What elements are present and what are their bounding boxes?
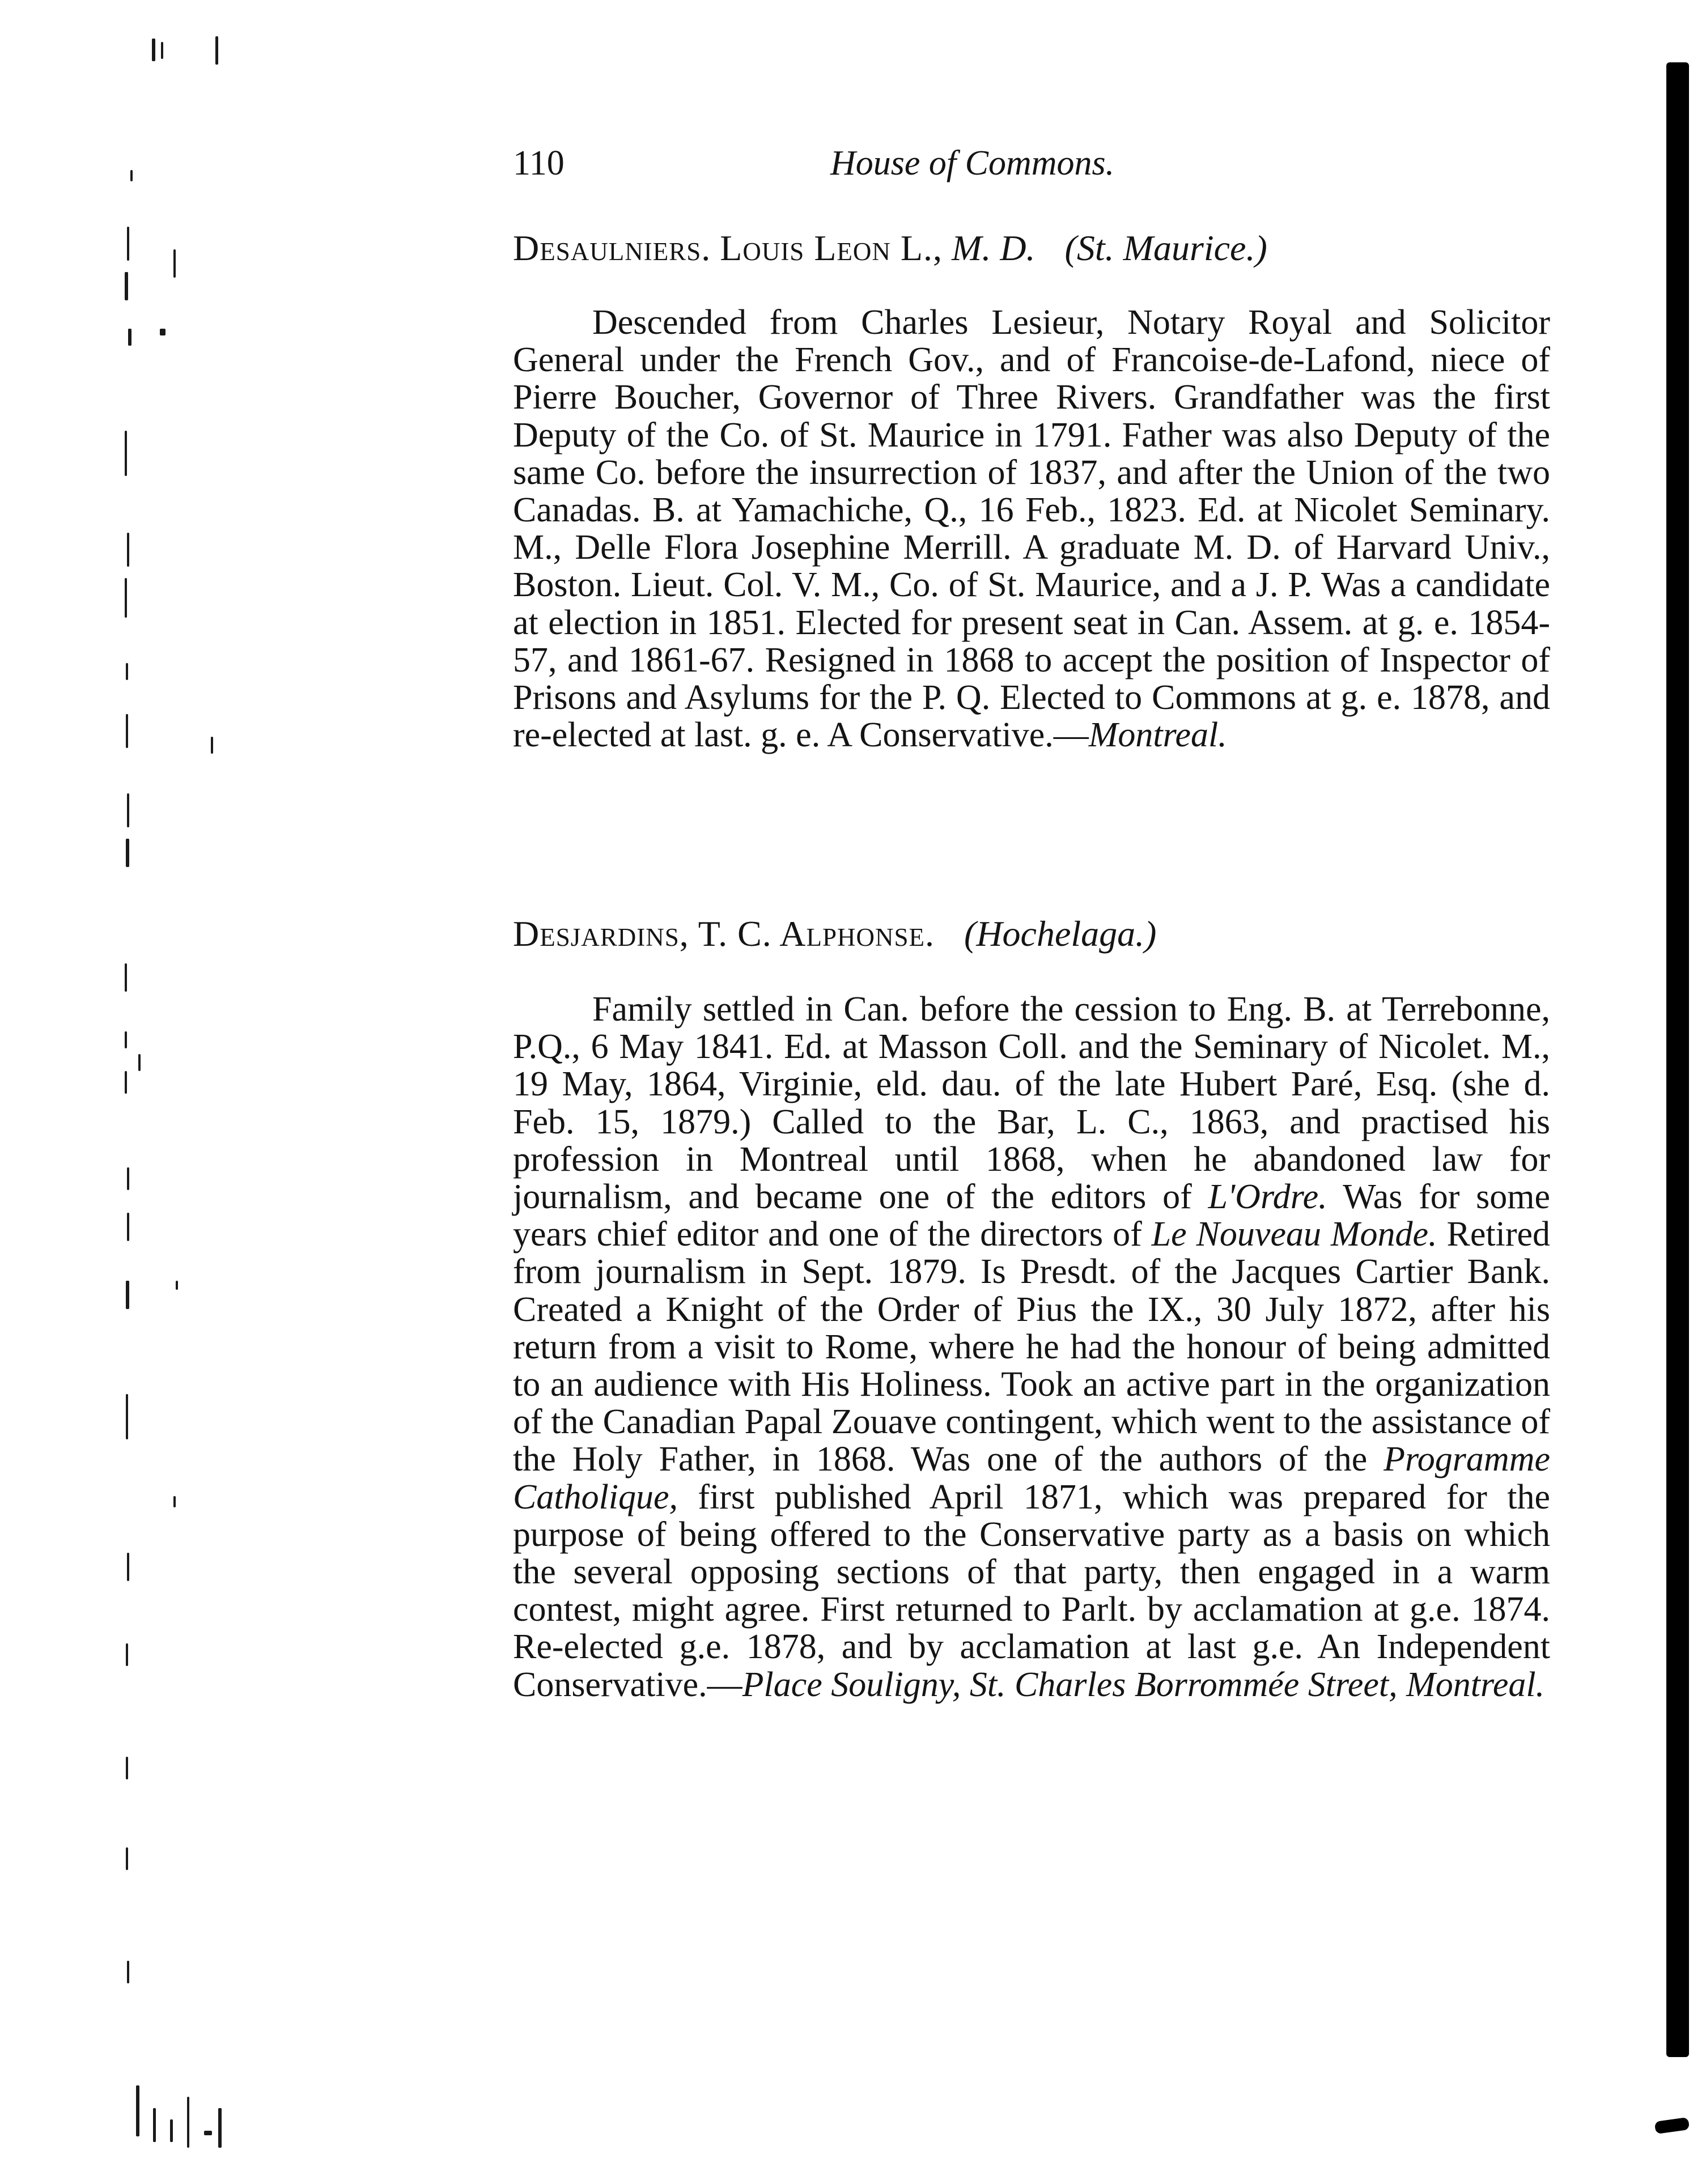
speck <box>126 1643 128 1666</box>
speck <box>138 1054 141 1071</box>
speck <box>126 1394 128 1439</box>
entry-heading <box>513 226 1550 271</box>
entry-title: M. D. <box>952 228 1036 268</box>
newspaper-title: Le Nouveau Monde. <box>1151 1215 1437 1254</box>
entry-body <box>513 991 1550 1703</box>
scan-edge-shadow <box>1666 62 1689 2057</box>
speck <box>152 39 155 61</box>
speck <box>215 36 218 65</box>
speck <box>126 839 129 867</box>
entry-constituency: (St. Maurice.) <box>1064 228 1267 268</box>
publication-title: Programme Catholique, <box>513 1440 1550 1516</box>
speck <box>126 1757 128 1779</box>
entry-given-names: Louis Leon L., <box>720 228 943 268</box>
entry-text: Family settled in Can. before the cession to Eng. B. at Terrebonne, P.Q., 6 May 1841. Ed. at Masson Coll. and the Seminary of Nicolet. M., 19 May, 1864, Virginie, eld. dau. of the late Hubert Paré, Esq. (she d. Feb. 15, 1879.) Called to the Bar, L. C., 1863, and practised his profession in Montreal until 1868, when he abandoned law for journalism, and became one of the editors of <box>513 990 1550 1217</box>
speck <box>125 578 127 618</box>
entry-surname: Desaulniers. <box>513 228 711 268</box>
speck <box>125 272 128 300</box>
speck <box>136 2085 139 2136</box>
speck <box>176 1281 178 1290</box>
speck <box>127 1167 129 1190</box>
speck <box>187 2097 189 2148</box>
speck <box>125 1031 127 1048</box>
page-number: 110 <box>513 144 565 182</box>
speck <box>127 227 129 261</box>
speck <box>127 1213 129 1241</box>
scan-margin-specks <box>102 34 249 2159</box>
newspaper-title: L'Ordre. <box>1208 1178 1327 1217</box>
speck <box>128 329 131 346</box>
speck <box>125 431 127 476</box>
entry-heading <box>513 911 1550 957</box>
speck <box>126 714 128 748</box>
speck <box>170 2119 173 2142</box>
speck <box>173 1496 176 1507</box>
speck <box>218 2108 222 2148</box>
entry-address: Montreal. <box>1088 716 1227 755</box>
speck <box>126 663 128 680</box>
speck <box>125 963 127 992</box>
entry-text: Was for some years chief editor and one of the directors of <box>513 1178 1550 1254</box>
entry-surname: Desjardins, <box>513 913 689 954</box>
speck <box>204 2131 212 2135</box>
speck <box>126 1847 128 1870</box>
entry-constituency: (Hochelaga.) <box>964 913 1157 954</box>
speck <box>127 533 129 567</box>
speck <box>161 42 163 59</box>
speck <box>153 2108 156 2142</box>
running-header <box>513 141 1250 186</box>
entry-body <box>513 304 1550 754</box>
speck <box>127 793 129 827</box>
entry-text: Descended from Charles Lesieur, Notary Royal and Solicitor General under the French Gov., and of Francoise-de-Lafond, niece of Pierre Boucher, Governor of Three Rivers. Grandfather was the first Deputy of the Co. of St. Maurice in 1791. Father was also Deputy of the same Co. before the insurrection of 1837, and after the Union of the two Canadas. B. at Yamachiche, Q., 16 Feb., 1823. Ed. at Nicolet Seminary. M., Delle Flora Josephine Merrill. A graduate M. D. of Harvard Univ., Boston. Lieut. Col. V. M., Co. of St. Maurice, and a J. P. Was a candidate at election in 1851. Elected for present seat in Can. Assem. at g. e. 1854-57, and 1861-67. Resigned in 1868 to accept the position of Inspector of Prisons and Asylums for the P. Q. Elected to Commons at g. e. 1878, and re-elected at last. g. e. A Conservative.— <box>513 303 1550 755</box>
speck <box>127 1553 129 1581</box>
entry-text: Retired from journalism in Sept. 1879. Is Presdt. of the Jacques Cartier Bank. Created a Knight of the Order of Pius the IX., 30 July 1872, after his return from a visit to Rome, where he had the honour of being admitted to an audience with His Holiness. Took an active part in the organization of the Canadian Papal Zouave contingent, which went to the assistance of the Holy Father, in 1868. Was one of the authors of the <box>513 1215 1550 1479</box>
speck <box>130 170 133 181</box>
speck <box>160 329 165 335</box>
speck <box>126 1281 129 1309</box>
running-title: House of Commons. <box>830 144 1115 182</box>
speck <box>127 1961 129 1983</box>
scan-edge-mark <box>1654 2117 1690 2134</box>
speck <box>125 1071 127 1094</box>
speck <box>173 249 176 278</box>
speck <box>211 737 213 754</box>
entry-given-names: T. C. Alphonse. <box>698 913 935 954</box>
entry-address: Place Souligny, St. Charles Borrommée Street, Montreal. <box>742 1665 1545 1704</box>
entry-text: first published April 1871, which was prepared for the purpose of being offered to the Conservative party as a basis on which the several opposing sections of that party, then engaged in a warm contest, might agree. First returned to Parlt. by acclamation at g.e. 1874. Re-elected g.e. 1878, and by acclamation at last g.e. An Independent Conservative.— <box>513 1477 1550 1704</box>
